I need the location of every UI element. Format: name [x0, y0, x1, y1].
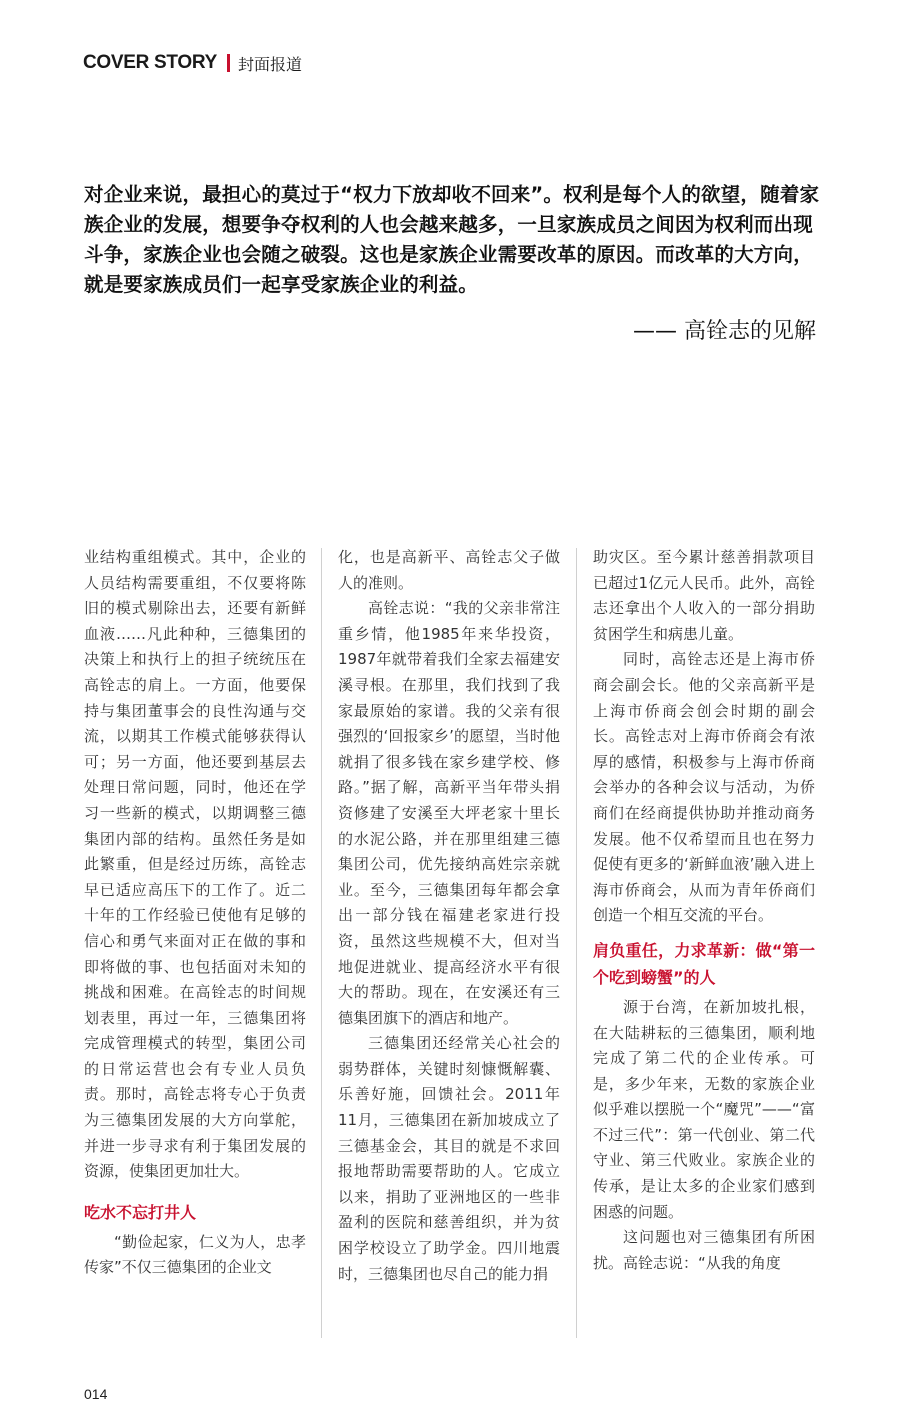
section-divider-bar: [227, 54, 230, 72]
paragraph: “勤俭起家，仁义为人，忠孝传家”不仅三德集团的企业文: [84, 1232, 306, 1277]
paragraph: 同时，高铨志还是上海市侨商会副会长。他的父亲高新平是上海市侨商会创会时期的副会长。高铨志对上海市侨商会有浓厚的感情，积极参与上海市侨商会举办的各种会议与活动，为侨商们在经商提供协助并推动商务发展。他不仅希望而且也在努力促使有更多的‘新鲜血液’融入进上海市侨商会，从而为青年侨商们创造一个相互交流的平台。: [593, 650, 815, 925]
pull-quote-attribution: —— 高铨志的见解: [633, 319, 816, 344]
column-rule: [321, 548, 322, 1338]
section-label-en: COVER STORY: [83, 52, 217, 73]
column-rule: [576, 548, 577, 1338]
text-column-1: [84, 545, 306, 1281]
paragraph: 化，也是高新平、高铨志父子做人的准则。: [338, 548, 560, 592]
subheading: 吃水不忘打井人: [84, 1202, 197, 1222]
text-column-2: [338, 545, 560, 1287]
paragraph: 高铨志说：“我的父亲非常注重乡情，他1985年来华投资，1987年就带着我们全家去福建安溪寻根。在那里，我们找到了我家最原始的家谱。我的父亲有很强烈的‘回报家乡’的愿望，当时他就捐了很多钱在家乡建学校、修路。”据了解，高新平当年带头捐资修建了安溪至大坪老家十里长的水泥公路，并在那里组建三德集团公司，优先接纳高姓宗亲就业。至今，三德集团每年都会拿出一部分钱在福建老家进行投资，虽然这些规模不大，但对当地促进就业、提高经济水平有很大的帮助。现在，在安溪还有三德集团旗下的酒店和地产。: [338, 599, 560, 1027]
paragraph: 助灾区。至今累计慈善捐款项目已超过1亿元人民币。此外，高铨志还拿出个人收入的一部分捐助贫困学生和病患儿童。: [593, 548, 815, 643]
paragraph: 这问题也对三德集团有所困扰。高铨志说：“从我的角度: [593, 1228, 815, 1272]
pull-quote: 对企业来说，最担心的莫过于“权力下放却收不回来”。权利是每个人的欲望，随着家族企业的发展，想要争夺权利的人也会越来越多，一旦家族成员之间因为权利而出现斗争，家族企业也会随之破裂。这也是家族企业需要改革的原因。而改革的大方向，就是要家族成员们一起享受家族企业的利益。: [84, 183, 820, 296]
text-column-3: [593, 545, 815, 1276]
paragraph: 三德集团还经常关心社会的弱势群体，关键时刻慷慨解囊、乐善好施，回馈社会。2011年11月，三德集团在新加坡成立了三德基金会，其目的就是不求回报地帮助需要帮助的人。它成立以来，捐助了亚洲地区的一些非盈利的医院和慈善组织，并为贫困学校设立了助学金。四川地震时，三德集团也尽自己的能力捐: [338, 1034, 560, 1283]
section-header: [83, 50, 302, 76]
page-number: 014: [84, 1386, 108, 1402]
section-label-cn: 封面报道: [237, 54, 302, 74]
paragraph: 源于台湾，在新加坡扎根，在大陆耕耘的三德集团，顺利地完成了第二代的企业传承。可是，多少年来，无数的家族企业似乎难以摆脱一个“魔咒”——“富不过三代”：第一代创业、第二代守业、第三代败业。家族企业的传承，是让太多的企业家们感到困惑的问题。: [593, 997, 815, 1221]
paragraph: 业结构重组模式。其中，企业的人员结构需要重组，不仅要将陈旧的模式剔除出去，还要有新鲜血液……凡此种种，三德集团的决策上和执行上的担子统统压在高铨志的肩上。一方面，他要保持与集团董事会的良性沟通与交流，以期其工作模式能够获得认可；另一方面，他还要到基层去处理日常问题，同时，他还在学习一些新的模式，以期调整三德集团内部的结构。虽然任务是如此繁重，但是经过历练，高铨志早已适应高压下的工作了。近二十年的工作经验已使他有足够的信心和勇气来面对正在做的事和即将做的事、也包括面对未知的挑战和困难。在高铨志的时间规划表里，再过一年，三德集团将完成管理模式的转型，集团公司的日常运营也会有专业人员负责。那时，高铨志将专心于负责为三德集团发展的大方向掌舵，并进一步寻求有利于集团发展的资源，使集团更加壮大。: [84, 548, 306, 1181]
subheading: 肩负重任，力求革新：做“第一个吃到螃蟹”的人: [593, 940, 815, 987]
